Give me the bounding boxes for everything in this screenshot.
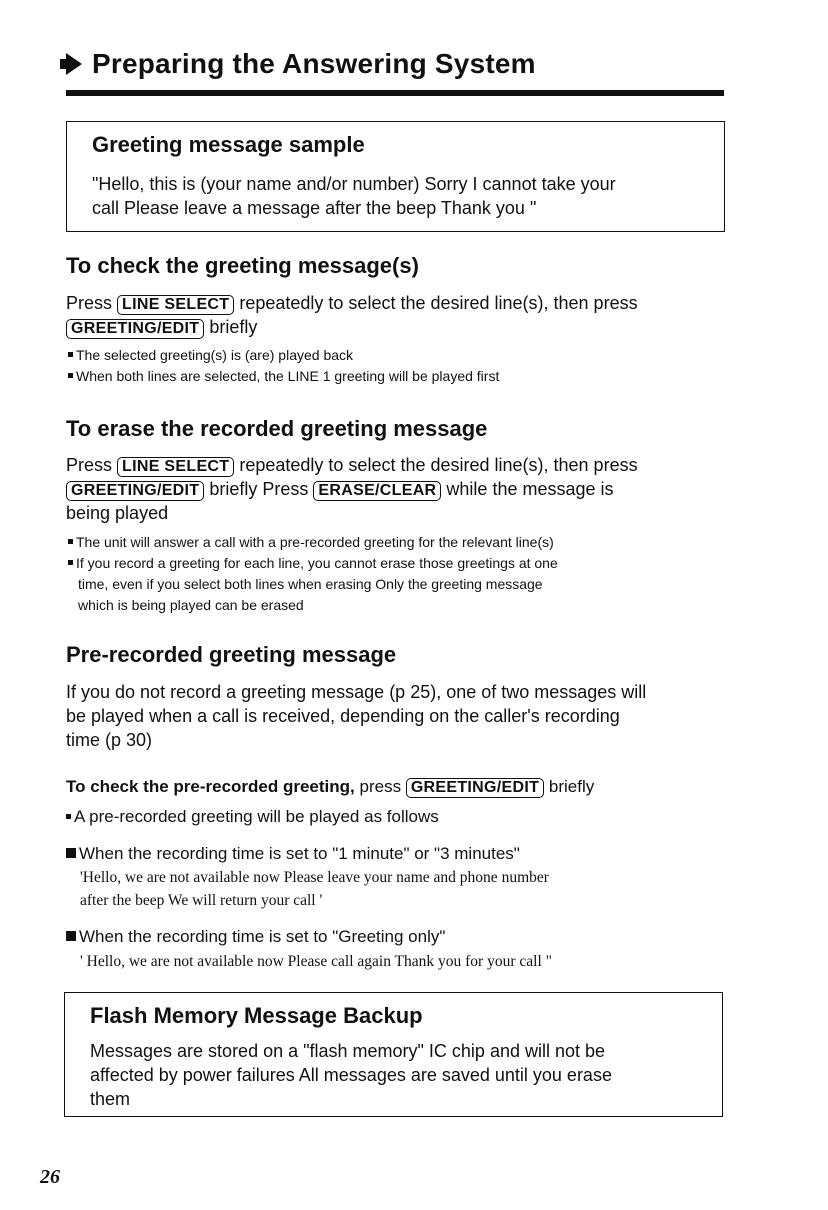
list-item: When both lines are selected, the LINE 1 greeting will be played first [68, 366, 728, 387]
bullet-icon [66, 814, 71, 819]
greeting-edit-key: GREETING/EDIT [406, 778, 544, 798]
greeting-sample-text: "Hello, this is (your name and/or number) Sorry I cannot take your call Please leave a message after the beep Thank you " [92, 174, 616, 218]
erase-greeting-instructions: Press LINE SELECT repeatedly to select the desired line(s), then press GREETING/EDIT briefly Press ERASE/CLEAR while the message is being played [66, 455, 638, 523]
greeting-edit-key: GREETING/EDIT [66, 481, 204, 501]
list-item: The unit will answer a call with a pre-recorded greeting for the relevant line(s) [68, 532, 728, 553]
prerecorded-message-2: ' Hello, we are not available now Please call again Thank you for your call " [80, 953, 552, 970]
check-greeting-notes [68, 345, 728, 387]
flash-memory-box [64, 992, 723, 1117]
erase-clear-key: ERASE/CLEAR [313, 481, 441, 501]
bullet-icon [68, 539, 73, 544]
erase-greeting-heading: To erase the recorded greeting message [66, 416, 488, 441]
prerecorded-paragraph: If you do not record a greeting message (p 25), one of two messages will be played when a call is received, depending on the caller's recording time (p 30) [66, 682, 647, 750]
line-select-key: LINE SELECT [117, 295, 234, 315]
list-item: When the recording time is set to "Greeting only" [66, 925, 726, 949]
check-greeting-instructions: Press LINE SELECT repeatedly to select the desired line(s), then press GREETING/EDIT briefly [66, 293, 638, 337]
greeting-sample-box [66, 121, 725, 232]
line-select-key: LINE SELECT [117, 457, 234, 477]
square-bullet-icon [66, 848, 76, 858]
bullet-icon [68, 560, 73, 565]
prerecorded-message-1: 'Hello, we are not available now Please leave your name and phone number after the beep We will return your call ' [80, 869, 549, 909]
greeting-edit-key: GREETING/EDIT [66, 319, 204, 339]
erase-greeting-notes: The unit will answer a call with a pre-recorded greeting for the relevant line(s) If you record a greeting for each line, you cannot erase those greetings at one time, even if you select both lines when erasing Only the greeting message which is being played can be erased [68, 532, 728, 616]
list-item: The selected greeting(s) is (are) played back [68, 345, 728, 366]
list-item: A pre-recorded greeting will be played as follows [66, 805, 726, 829]
greeting-sample-heading: Greeting message sample [92, 132, 365, 157]
page-number: 26 [40, 1166, 60, 1188]
prerecorded-heading: Pre-recorded greeting message [66, 642, 397, 667]
flash-memory-heading: Flash Memory Message Backup [90, 1003, 423, 1028]
check-greeting-heading: To check the greeting message(s) [66, 253, 419, 278]
page-title: Preparing the Answering System [66, 48, 536, 80]
list-item: When the recording time is set to "1 minute" or "3 minutes" [66, 842, 726, 866]
list-item: If you record a greeting for each line, you cannot erase those greetings at one [68, 553, 728, 574]
title-rule [66, 90, 724, 96]
bullet-icon [68, 373, 73, 378]
flash-memory-text: Messages are stored on a "flash memory" IC chip and will not be affected by power failures All messages are saved until you erase them [90, 1041, 612, 1109]
arrow-right-icon [66, 53, 82, 75]
square-bullet-icon [66, 931, 76, 941]
prerecorded-check-instruction: To check the pre-recorded greeting, press GREETING/EDIT briefly [66, 777, 595, 796]
bullet-icon [68, 352, 73, 357]
